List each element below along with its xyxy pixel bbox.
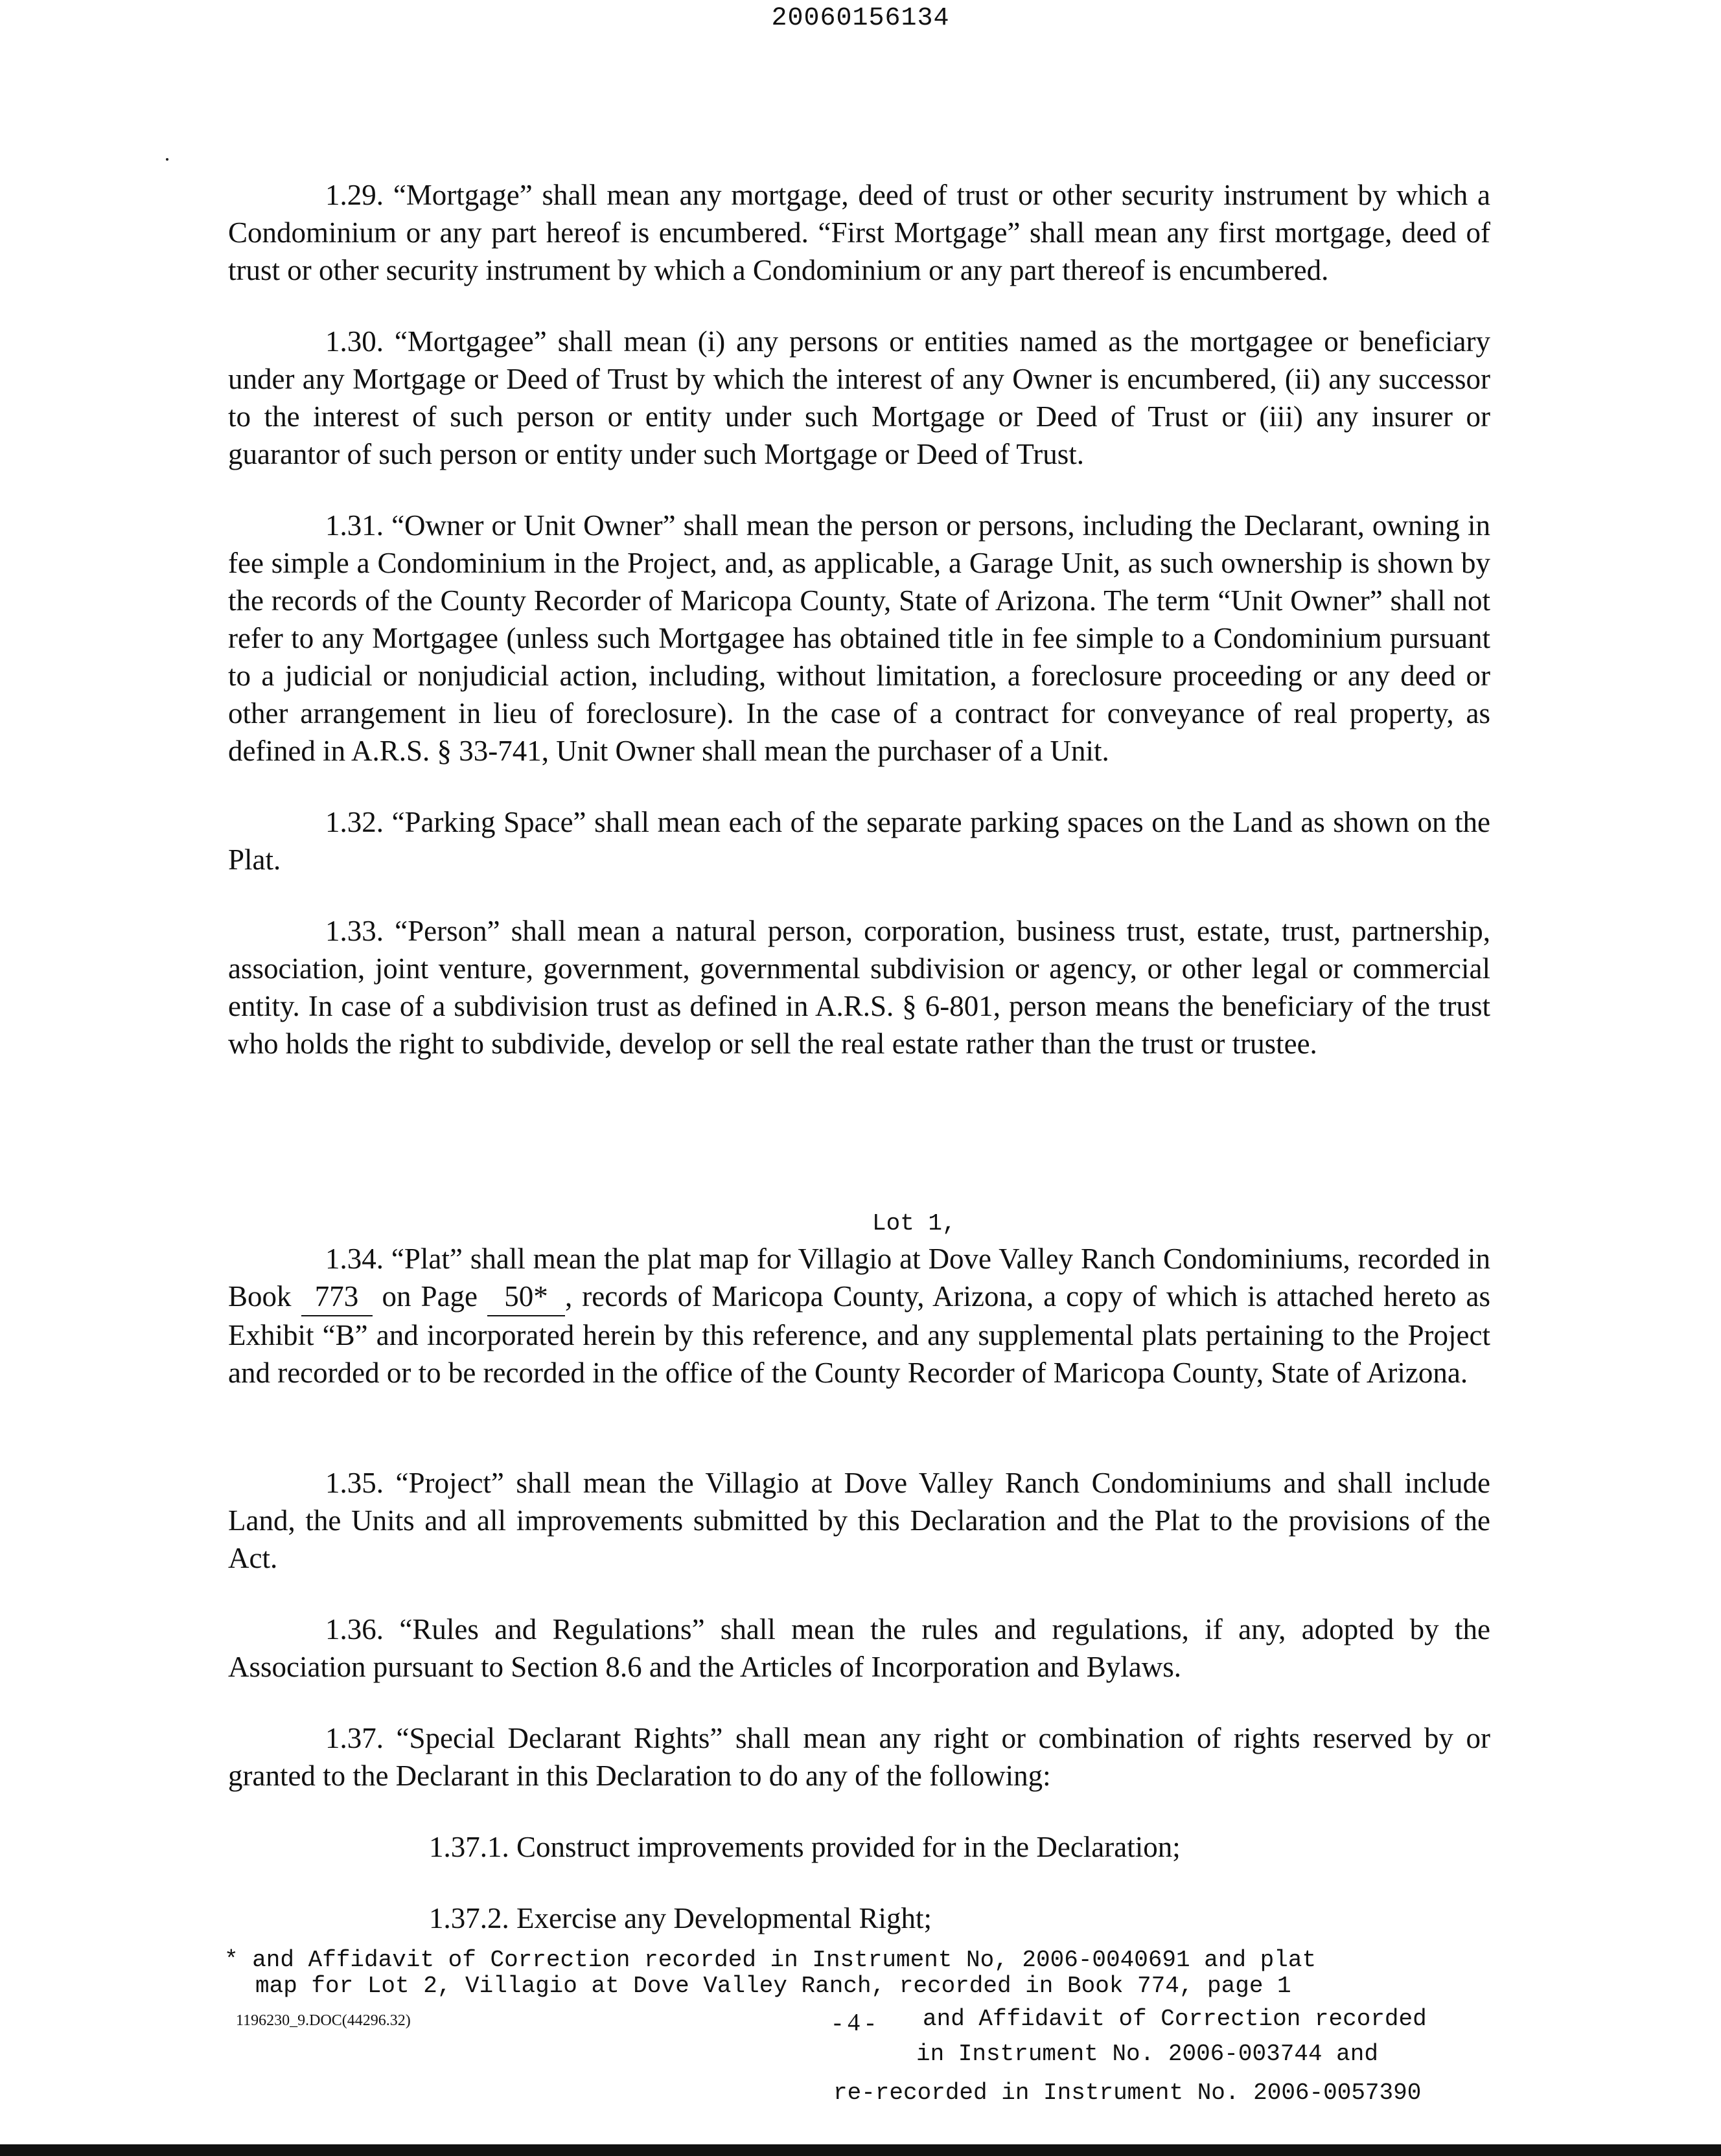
paragraph-1-37-2: 1.37.2. Exercise any Developmental Right; [429,1902,932,1934]
paragraph-1-35: 1.35. “Project” shall mean the Villagio at Dove Valley Ranch Condominiums and shall include Land, the Units and all improvements submitted by this Declaration and the Plat to the provisions of the Act. [228,1467,1490,1574]
paragraph-1-33: 1.33. “Person” shall mean a natural person, corporation, business trust, estate, trust, partnership, association, joint venture, government, governmental subdivision or agency, or other legal or commercial entity. In case of a subdivision trust as defined in A.R.S. § 6-801, person means the beneficiary of the trust who holds the right to subdivide, develop or sell the real estate rather than the trust or trustee. [228,915,1490,1060]
page-number-field: 50* [487,1278,565,1316]
affidavit-note-line-1: and Affidavit of Correction recorded [923,2006,1427,2032]
paragraph-1-31: 1.31. “Owner or Unit Owner” shall mean the person or persons, including the Declarant, owning in fee simple a Condominium in the Project, and, as applicable, a Garage Unit, as such ownership is shown by the records of the County Recorder of Maricopa County, State of Arizona. The term “Unit Owner” shall not refer to any Mortgagee (unless such Mortgagee has obtained title in fee simple to a Condominium pursuant to a judicial or nonjudicial action, including, without limitation, a foreclosure proceeding or any deed or other arrangement in lieu of foreclosure). In the case of a contract for conveyance of real property, as defined in A.R.S. § 33-741, Unit Owner shall mean the purchaser of a Unit. [228,509,1490,767]
scan-speck [166,158,168,161]
page-number: - 4 - [833,2009,875,2036]
document-code: 1196230_9.DOC(44296.32) [236,2012,411,2029]
paragraph-1-29: 1.29. “Mortgage” shall mean any mortgage, deed of trust or other security instrument by which a Condominium or any part hereof is encumbered. “First Mortgage” shall mean any first mortgage, deed of trust or other security instrument by which a Condominium or any part thereof is encumbered. [228,179,1490,286]
footnote-line-2: map for Lot 2, Villagio at Dove Valley Ranch, recorded in Book 774, page 1 [255,1973,1291,1999]
paragraph-1-32: 1.32. “Parking Space” shall mean each of the separate parking spaces on the Land as shown on the Plat. [228,806,1490,876]
recording-number: 20060156134 [771,4,950,33]
footnote [224,1947,1507,1999]
affidavit-note-line-2: in Instrument No. 2006-003744 and [916,2041,1378,2067]
plat-text-between: on Page [372,1280,488,1313]
scan-border-bottom [0,2144,1721,2156]
handwritten-lot-note: Lot 1, [872,1210,956,1237]
paragraph-1-34-container [228,1240,1490,1392]
paragraph-1-34 [228,1240,1490,1392]
plat-text-end: , records of Maricopa County, Arizona, a copy of which is attached hereto as Exhibit “B” and incorporated herein by this reference, and any supplemental plats pertaining to the Project and recorded or to be recorded in the office of the County Recorder of Maricopa County, State of Arizona. [228,1280,1490,1389]
affidavit-note-line-3: re-recorded in Instrument No. 2006-0057390 [833,2080,1422,2106]
book-number: 773 [301,1278,373,1316]
plat-text-start: 1.34. “Plat” shall mean the plat map for Villagio at Dove Valley Ranch Condominiums, recorded in Book [228,1243,1490,1313]
paragraph-1-37-1: 1.37.1. Construct improvements provided for in the Declaration; [429,1831,1181,1863]
paragraph-1-30: 1.30. “Mortgagee” shall mean (i) any persons or entities named as the mortgagee or beneficiary under any Mortgage or Deed of Trust by which the interest of any Owner is encumbered, (ii) any successor to the interest of such person or entity under such Mortgage or Deed of Trust or (iii) any insurer or guarantor of such person or entity under such Mortgage or Deed of Trust. [228,325,1490,470]
document-body-top [228,176,1490,1096]
document-body-bottom [228,1464,1490,1971]
footnote-line-1: * and Affidavit of Correction recorded in Instrument No, 2006-0040691 and plat [224,1947,1317,1973]
paragraph-1-36: 1.36. “Rules and Regulations” shall mean the rules and regulations, if any, adopted by the Association pursuant to Section 8.6 and the Articles of Incorporation and Bylaws. [228,1613,1490,1683]
paragraph-1-37: 1.37. “Special Declarant Rights” shall mean any right or combination of rights reserved by or granted to the Declarant in this Declaration to do any of the following: [228,1722,1490,1792]
